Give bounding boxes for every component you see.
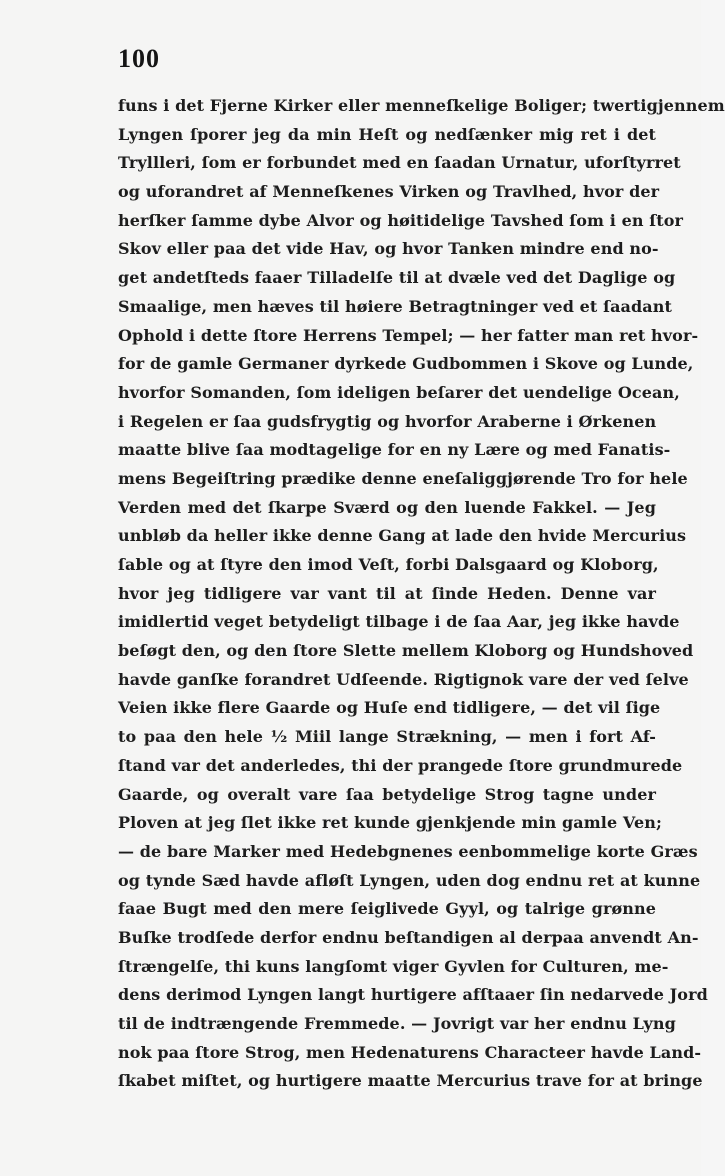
text-line: Tryllleri, ſom er forbundet med en ſaadan Urnatur, uforſtyrret [118, 153, 681, 173]
text-line: ſable og at ſtyre den imod Veſt, forbi Dalsgaard og Kloborg, [118, 555, 659, 574]
text-line: funs i det Fjerne Kirker eller menneſkelige Boliger; twertigjennem [118, 96, 725, 115]
text-line: Buſke trodſede derfor endnu beſtandigen al derpaa anvendt An- [118, 927, 699, 947]
text-line: herſker ſamme dybe Alvor og høitidelige Tavshed ſom i en ſtor [118, 210, 684, 230]
body-text [118, 92, 725, 1096]
text-line: i Regelen er ſaa gudsfrygtig og hvorfor Araberne i Ørkenen [118, 411, 657, 431]
text-line: Skov eller paa det vide Hav, og hvor Tanken mindre end no- [118, 239, 659, 259]
text-line: Lyngen ſporer jeg da min Heſt og nedſænker mig ret i det [118, 124, 656, 144]
text-line: Smaalige, men hæves til høiere Betragtninger ved et ſaadant [118, 296, 672, 316]
text-line: get andetſteds faaer Tilladelſe til at dvæle ved det Daglige og [118, 268, 676, 288]
text-line: faae Bugt med den mere ſeiglivede Gyyl, og talrige grønne [118, 899, 656, 919]
text-line: beſøgt den, og den ſtore Slette mellem Kloborg og Hundshoved [118, 641, 694, 661]
text-line: og tynde Sæd havde afløſt Lyngen, uden dog endnu ret at kunne [118, 870, 701, 890]
text-line: havde ganſke forandret Udſeende. Rigtignok vare der ved ſelve [118, 669, 689, 689]
text-line: hvorfor Somanden, ſom ideligen beſarer det uendelige Ocean, [118, 382, 680, 402]
text-line: nok paa ſtore Strog, men Hedenaturens Characteer havde Land- [118, 1042, 702, 1062]
text-line: for de gamle Germaner dyrkede Gudbommen i Skove og Lunde, [118, 354, 694, 374]
text-line: til de indtrængende Fremmede. — Jovrigt var her endnu Lyng [118, 1014, 676, 1033]
text-line: ſtrængelſe, thi kuns langſomt viger Gyvlen for Culturen, me- [118, 956, 669, 976]
text-line: hvor jeg tidligere var vant til at ſinde Heden. Denne var [118, 583, 656, 603]
text-line: imidlertid veget betydeligt tilbage i de ſaa Aar, jeg ikke havde [118, 612, 680, 632]
page-number: 100 [118, 44, 160, 73]
text-line: ſtand var det anderledes, thi der prangede ſtore grundmurede [118, 755, 683, 775]
text-line: — de bare Marker med Hedebgnenes eenbommelige korte Græs [118, 841, 698, 861]
text-line: mens Begeiſtring prædike denne eneſaliggjørende Tro for hele [118, 468, 688, 488]
text-line: unbløb da heller ikke denne Gang at lade den hvide Mercurius [118, 526, 687, 546]
text-line: Verden med det ſkarpe Sværd og den luende Fakkel. — Jeg [118, 497, 656, 517]
text-line: ſkabet miſtet, og hurtigere maatte Mercurius trave for at bringe [118, 1071, 703, 1091]
text-line: dens derimod Lyngen langt hurtigere afſtaaer ſin nedarvede Jord [118, 985, 708, 1005]
text-line: Ploven at jeg ſlet ikke ret kunde gjenkjende min gamle Ven; [118, 813, 662, 833]
text-line: maatte blive ſaa modtagelige for en ny Lære og med Fanatis- [118, 440, 671, 460]
text-line: Veien ikke flere Gaarde og Huſe end tidligere, — det vil ſige [118, 698, 661, 718]
text-line: Ophold i dette ſtore Herrens Tempel; — her fatter man ret hvor- [118, 325, 699, 345]
text-line: og uforandret af Menneſkenes Virken og Travlhed, hvor der [118, 182, 660, 202]
text-line: to paa den hele ½ Miil lange Strækning, — men i fort Af- [118, 727, 656, 747]
text-line: Gaarde, og overalt vare ſaa betydelige Strog tagne under [118, 784, 656, 804]
